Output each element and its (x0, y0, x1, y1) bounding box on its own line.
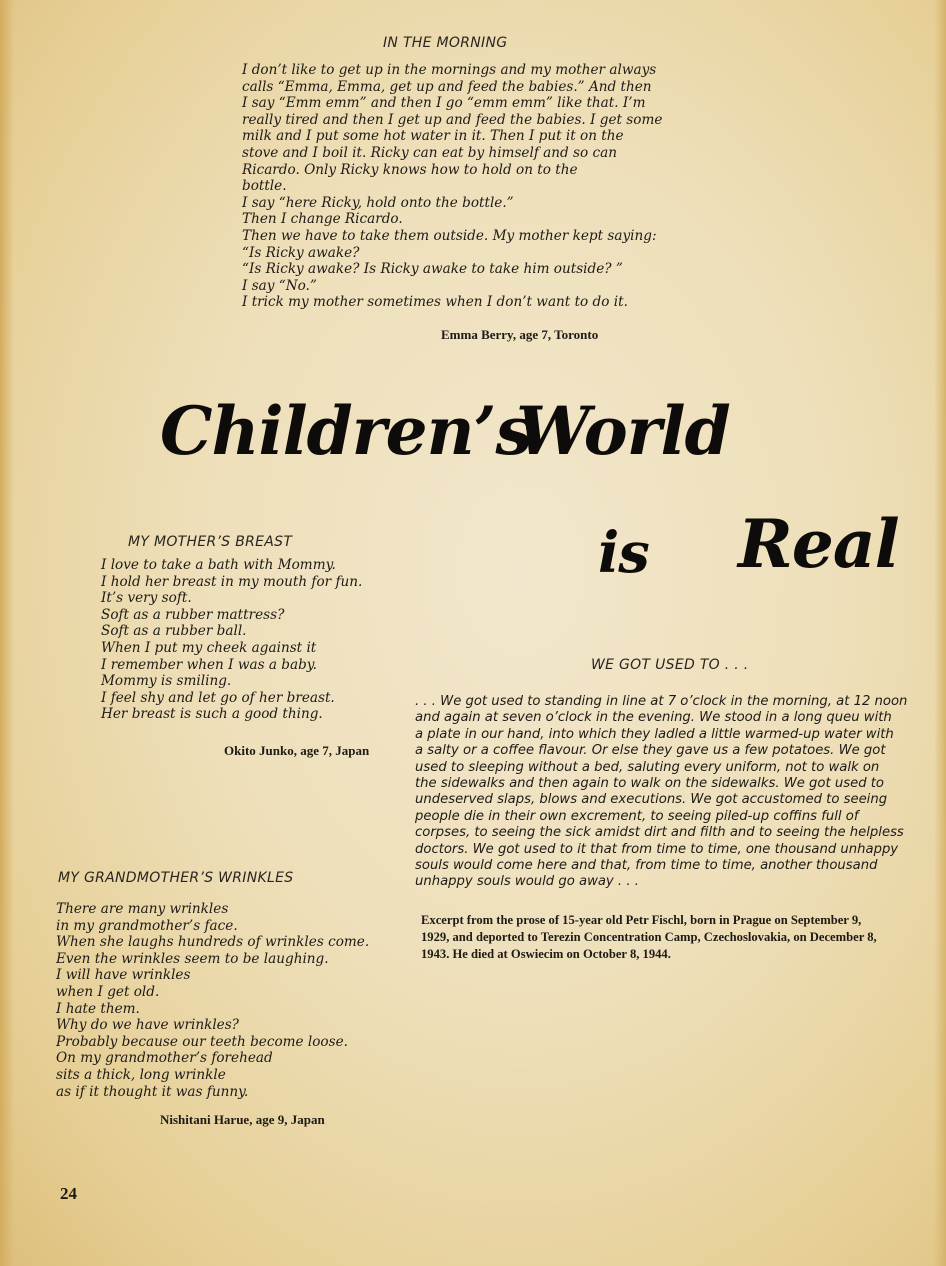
poem-line: I say “Emm emm” and then I go “emm emm” like that. I’m (242, 95, 646, 112)
prose-line: people die in their own excrement, to seeing piled-up coffins full of (415, 808, 859, 824)
poem-line: Soft as a rubber mattress? (101, 606, 285, 623)
poem-line: stove and I boil it. Ricky can eat by himself and so can (242, 144, 618, 161)
excerpt-line: Excerpt from the prose of 15-year old Petr Fischl, born in Prague on September 9, (421, 913, 862, 927)
prose-body (415, 694, 907, 891)
headline-word-real: Real (738, 505, 899, 583)
headline-word-childrens: Children’s (160, 392, 532, 470)
poem-line: Ricardo. Only Ricky knows how to hold on to the (242, 161, 578, 178)
prose-line: corpses, to seeing the sick amidst dirt and filth and to seeing the helpless (415, 825, 904, 841)
poem-line: On my grandmother’s forehead (56, 1050, 273, 1067)
poem-line: I will have wrinkles (56, 967, 191, 984)
prose-line: souls would come here and that, from time to time, another thousand (415, 858, 878, 874)
poem-line: Her breast is such a good thing. (101, 706, 323, 723)
poem-line: Mommy is smiling. (101, 673, 232, 690)
poem-line: I hate them. (56, 1000, 140, 1017)
prose-line: undeserved slaps, blows and executions. We got accustomed to seeing (415, 792, 888, 808)
poem-line: as if it thought it was funny. (56, 1083, 249, 1100)
poem-wrinkles-title: MY GRANDMOTHER’S WRINKLES (58, 870, 294, 886)
poem-line: I remember when I was a baby. (101, 656, 317, 673)
poem-line: There are many wrinkles (56, 901, 229, 917)
prose-line: the sidewalks and then again to walk on the sidewalks. We got used to (415, 776, 884, 792)
poem-morning-body (242, 62, 662, 311)
prose-line: doctors. We got used to it that from time to time, one thousand unhappy (415, 841, 899, 857)
poem-wrinkles-credit: Nishitani Harue, age 9, Japan (160, 1112, 325, 1127)
poem-wrinkles-body (56, 901, 369, 1100)
poem-line: sits a thick, long wrinkle (56, 1066, 226, 1083)
poem-line: “Is Ricky awake? Is Ricky awake to take him outside? ” (242, 261, 623, 278)
poem-line: Then we have to take them outside. My mother kept saying: (242, 227, 657, 244)
poem-line: It’s very soft. (101, 590, 192, 607)
poem-line: bottle. (242, 178, 287, 195)
poem-line: “Is Ricky awake? (242, 244, 360, 261)
poem-line: Why do we have wrinkles? (56, 1017, 239, 1034)
poem-morning-credit: Emma Berry, age 7, Toronto (441, 327, 599, 342)
poem-breast-credit: Okito Junko, age 7, Japan (224, 743, 370, 758)
poem-line: milk and I put some hot water in it. Then I put it on the (242, 128, 624, 145)
poem-line: Probably because our teeth become loose. (56, 1033, 348, 1050)
poem-breast-body (101, 557, 362, 723)
poem-breast-title: MY MOTHER’S BREAST (128, 534, 293, 550)
poem-line: I feel shy and let go of her breast. (101, 689, 335, 706)
poem-line: I don’t like to get up in the mornings and my mother always (242, 62, 657, 78)
headline-word-is: is (598, 520, 649, 586)
poem-line: Soft as a rubber ball. (101, 623, 247, 640)
poem-line: Then I change Ricardo. (242, 211, 403, 228)
poem-morning-title: IN THE MORNING (383, 35, 508, 51)
excerpt-line: 1929, and deported to Terezin Concentration Camp, Czechoslovakia, on December 8, (421, 930, 877, 944)
poem-line: I say “here Ricky, hold onto the bottle.” (242, 194, 514, 211)
poem-line: I say “No.” (242, 277, 317, 294)
poem-line: calls “Emma, Emma, get up and feed the babies.” And then (242, 78, 652, 95)
page-number: 24 (60, 1184, 77, 1203)
prose-line: unhappy souls would go away . . . (415, 874, 639, 890)
poem-line: I hold her breast in my mouth for fun. (101, 573, 363, 590)
poem-line: When she laughs hundreds of wrinkles come. (56, 934, 370, 951)
prose-line: and again at seven o’clock in the evening. We stood in a long queu with (415, 710, 892, 726)
poem-line: Even the wrinkles seem to be laughing. (56, 950, 329, 967)
poem-line: in my grandmother’s face. (56, 917, 238, 934)
poem-line: really tired and then I get up and feed the babies. I get some (242, 111, 663, 128)
poem-line: I trick my mother sometimes when I don’t want to do it. (242, 294, 628, 311)
poem-line: When I put my cheek against it (101, 639, 317, 656)
prose-line: a salty or a coffee flavour. Or else they gave us a few potatoes. We got (415, 743, 886, 759)
prose-line: . . . We got used to standing in line at 7 o’clock in the morning, at 12 noon (415, 694, 908, 709)
prose-line: used to sleeping without a bed, saluting every uniform, not to walk on (415, 759, 880, 775)
prose-title: WE GOT USED TO . . . (591, 657, 749, 673)
poem-line: I love to take a bath with Mommy. (101, 557, 336, 573)
poem-line: when I get old. (56, 983, 160, 1000)
prose-line: a plate in our hand, into which they ladled a little warmed-up water with (415, 726, 894, 742)
headline-word-world: World (516, 392, 730, 470)
prose-excerpt-note (421, 912, 877, 963)
excerpt-line: 1943. He died at Oswiecim on October 8, 1944. (421, 947, 671, 961)
